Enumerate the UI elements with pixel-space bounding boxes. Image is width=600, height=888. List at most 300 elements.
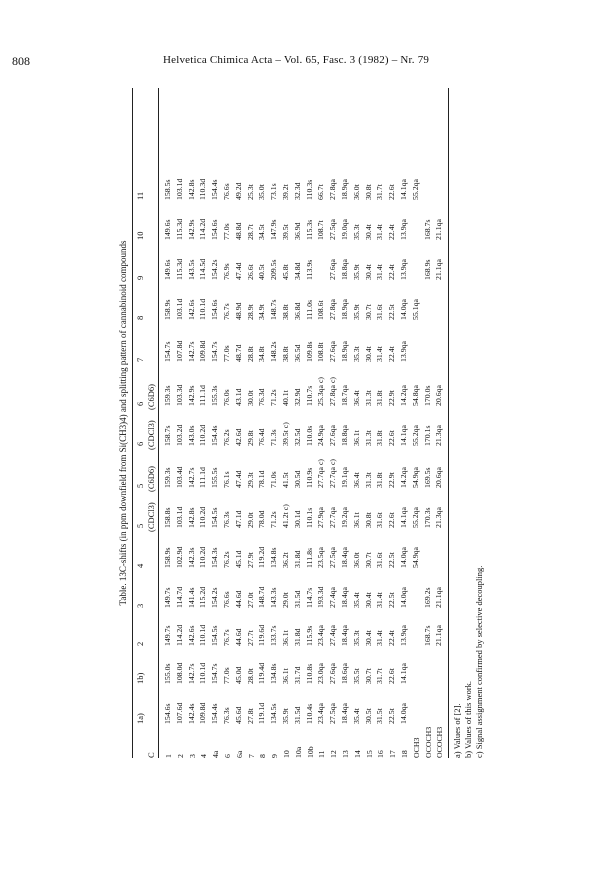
table-cell: 142.6s — [186, 299, 196, 320]
table-cell: 78.0d — [257, 510, 267, 528]
table-cell: 18.6qa — [340, 662, 349, 684]
table-cell: 18.9qa — [340, 298, 349, 320]
table-cell: 29.3t — [245, 472, 255, 488]
table-cell: 76.6s — [222, 591, 231, 608]
table-cell: 30.4t — [363, 264, 373, 280]
table-cell: 45.6d — [233, 706, 243, 724]
row-label: 6a — [234, 750, 244, 758]
table-cell: 115.3d — [174, 218, 184, 240]
table-cell: 41.5t — [281, 472, 290, 488]
row-label: 9 — [270, 754, 280, 758]
table-cell: 13.9qa — [399, 624, 408, 646]
table-cell: 14.0qa — [399, 546, 408, 568]
table-cell: 28.8t — [245, 346, 255, 362]
table-cell: 35.4t — [351, 708, 361, 724]
table-cell: 18.9qa — [340, 340, 349, 362]
table-cell: 103.1d — [174, 506, 184, 528]
table-cell: 31.8t — [375, 430, 385, 446]
column-header: 5 — [135, 483, 145, 488]
table-cell: 154.5s — [210, 507, 220, 528]
table-cell: 38.8t — [281, 304, 290, 320]
table-cell: 149.7s — [163, 625, 172, 646]
table-cell: 25.3qa c) — [316, 376, 326, 406]
row-label: 15 — [364, 750, 374, 758]
table-cell: 134.8s — [269, 547, 279, 568]
table-cell: 76.2s — [222, 551, 231, 568]
column-solvent: (C6D6) — [146, 466, 156, 492]
table-cell: 76.9s — [222, 263, 231, 280]
table-cell: 22.6t — [387, 184, 397, 200]
table-cell: 142.7s — [186, 467, 196, 488]
table-cell: 108.0d — [174, 662, 184, 684]
row-label: OCOCH3 — [423, 726, 433, 758]
table-cell: 110.4s — [304, 703, 314, 724]
table-cell: 35.3t — [351, 346, 361, 362]
table-cell: 108.6t — [316, 300, 326, 320]
table-cell: 49.2d — [233, 182, 243, 200]
table-cell: 110.2d — [198, 546, 208, 568]
table-cell: 47.4d — [233, 262, 243, 280]
table-cell: 73.1s — [269, 183, 279, 200]
table-cell: 158.8s — [163, 507, 172, 528]
table-cell: 36.8d — [292, 302, 302, 320]
column-header: 4 — [135, 563, 145, 568]
table-cell: 23.5qa — [316, 546, 326, 568]
table-cell: 28.9t — [245, 304, 255, 320]
table-cell: 22.5t — [387, 552, 397, 568]
table-cell: 14.2qa — [399, 384, 408, 406]
table-top-rule — [132, 88, 133, 758]
table-cell: 110.3s — [304, 179, 314, 200]
table-cell: 27.0t — [245, 592, 255, 608]
row-label: 2 — [175, 754, 185, 758]
table-cell: 142.8s — [186, 179, 196, 200]
table-cell: 36.4t — [351, 390, 361, 406]
table-cell: 170.0s — [422, 385, 432, 406]
table-cell: 44.6d — [233, 590, 243, 608]
table-cell: 133.7s — [269, 625, 279, 646]
table-cell: 14.0qa — [399, 586, 408, 608]
row-label: 14 — [352, 750, 362, 758]
row-label: 10 — [282, 750, 291, 758]
table-cell: 27.7qa c) — [328, 458, 338, 488]
table-cell: 22.6t — [387, 668, 397, 684]
table-cell: 113.9s — [304, 259, 314, 280]
row-label: 10b — [305, 746, 315, 758]
table-cell: 25.3t — [245, 184, 255, 200]
table-cell: 103.3d — [174, 384, 184, 406]
table-cell: 29.8t — [245, 430, 255, 446]
table-cell: 154.6s — [163, 703, 172, 724]
table-cell: 22.9t — [387, 472, 397, 488]
column-header: 8 — [135, 315, 145, 320]
table-cell: 143.0s — [186, 425, 196, 446]
column-header: 3 — [135, 603, 145, 608]
table-cell: 107.6d — [174, 702, 184, 724]
table-cell: 114.7d — [174, 586, 184, 608]
table-cell: 20.6qa — [434, 466, 444, 488]
column-header: 6 — [135, 401, 145, 406]
table-cell: 36.4t — [351, 472, 361, 488]
table-cell: 114.5d — [198, 258, 208, 280]
table-cell: 30.8t — [363, 184, 373, 200]
table-cell: 31.8d — [292, 628, 302, 646]
table-cell: 45.8t — [281, 264, 290, 280]
table-cell: 22.4t — [387, 224, 397, 240]
table-cell: 154.7s — [210, 341, 220, 362]
table-cell: 143.5s — [186, 259, 196, 280]
table-cell: 141.4s — [186, 587, 196, 608]
table-cell: 142.7s — [186, 341, 196, 362]
table-cell: 111.1d — [198, 385, 208, 406]
column-header: 11 — [135, 191, 145, 200]
table-cell: 142.4s — [186, 703, 196, 724]
table-cell: 13.9qa — [399, 218, 408, 240]
table-cell: 40.1t — [281, 390, 290, 406]
table-cell: 27.6qa — [328, 662, 338, 684]
table-cell: 30.4t — [363, 224, 373, 240]
table-cell: 36.1t — [281, 668, 290, 684]
table-cell: 158.9s — [163, 299, 172, 320]
table-cell: 36.1t — [281, 630, 290, 646]
table-cell: 76.7s — [222, 303, 231, 320]
table-cell: 142.6s — [186, 625, 196, 646]
table-cell: 39.2t — [281, 184, 290, 200]
table-cell: 34.9t — [257, 304, 267, 320]
table-cell: 47.1d — [233, 510, 243, 528]
table-cell: 32.5d — [292, 428, 302, 446]
row-label: 7 — [246, 754, 256, 758]
table-cell: 35.9t — [351, 304, 361, 320]
table-cell: 154.6s — [210, 219, 220, 240]
table-cell: 169.2s — [422, 587, 432, 608]
table-cell: 76.7s — [222, 629, 231, 646]
table-cell: 142.3s — [186, 547, 196, 568]
table-cell: 154.3s — [210, 547, 220, 568]
table-cell: 27.7qa c) — [316, 458, 326, 488]
table-cell: 45.0d — [233, 666, 243, 684]
table-cell: 148.7d — [257, 586, 267, 608]
table-cell: 110.8s — [304, 663, 314, 684]
table-cell: 39.5t c) — [281, 422, 290, 446]
table-cell: 71.2s — [269, 389, 279, 406]
table-cell: 27.4qa — [328, 624, 338, 646]
table-cell: 18.7qa — [340, 384, 349, 406]
table-cell: 22.5t — [387, 592, 397, 608]
table-cell: 22.4t — [387, 630, 397, 646]
footnote: a) Values of [2]. — [452, 703, 462, 758]
table-cell: 19.1qa — [340, 466, 349, 488]
page-number: 808 — [12, 54, 30, 68]
table-cell: 193.3d — [316, 586, 326, 608]
table-cell: 110.1d — [198, 298, 208, 320]
table-cell: 31.5d — [292, 706, 302, 724]
table-cell: 76.3s — [222, 707, 231, 724]
table-cell: 154.5s — [210, 625, 220, 646]
table-cell: 168.7s — [422, 625, 432, 646]
table-cell: 155.0s — [163, 663, 172, 684]
table-cell: 149.6s — [163, 219, 172, 240]
row-label: 12 — [329, 750, 339, 758]
table-cell: 154.7s — [163, 341, 172, 362]
table-cell: 14.0qa — [399, 702, 408, 724]
table-cell: 149.7s — [163, 587, 172, 608]
table-cell: 147.9s — [269, 219, 279, 240]
table-cell: 27.9t — [245, 552, 255, 568]
table-cell: 30.4t — [363, 346, 373, 362]
table-cell: 27.6qa — [328, 340, 338, 362]
table-cell: 158.5s — [163, 179, 172, 200]
table-cell: 78.1d — [257, 470, 267, 488]
table-cell: 31.6t — [375, 304, 385, 320]
row-label: 4a — [211, 750, 221, 758]
table-cell: 76.1s — [222, 471, 231, 488]
table-cell: 21.1qa — [434, 218, 444, 240]
table-cell: 30.5t — [363, 708, 373, 724]
table-cell: 77.0s — [222, 667, 231, 684]
table-cell: 55.1qa — [410, 298, 420, 320]
table-cell: 36.2t — [281, 552, 290, 568]
table-cell: 110.1s — [304, 507, 314, 528]
table-cell: 27.8qa — [328, 298, 338, 320]
table-cell: 107.8d — [174, 340, 184, 362]
table-cell: 29.0t — [281, 592, 290, 608]
table-cell: 23.4qa — [316, 702, 326, 724]
column-solvent: (CDCl3) — [146, 502, 156, 532]
table-cell: 103.1d — [174, 298, 184, 320]
table-cell: 27.6qa — [328, 424, 338, 446]
table-cell: 111.0s — [304, 300, 314, 320]
table-cell: 76.3d — [257, 388, 267, 406]
table-cell: 31.8d — [292, 550, 302, 568]
table-cell: 45.1d — [233, 550, 243, 568]
table-cell: 19.2qa — [340, 506, 349, 528]
table-cell: 14.1qa — [399, 424, 408, 446]
row-label: OCOCH3 — [435, 726, 445, 758]
table-cell: 114.7s — [304, 587, 314, 608]
column-header: C — [146, 752, 156, 758]
column-solvent: (CDCl3) — [146, 420, 156, 450]
table-cell: 119.4d — [257, 662, 267, 684]
table-cell: 148.2s — [269, 341, 279, 362]
table-cell: 19.0qa — [340, 218, 349, 240]
table-cell: 14.1qa — [399, 506, 408, 528]
column-header: 5 — [135, 523, 145, 528]
table-cell: 142.9s — [186, 385, 196, 406]
table-cell: 76.3s — [222, 511, 231, 528]
table-cell: 22.4t — [387, 264, 397, 280]
table-cell: 31.4t — [375, 224, 385, 240]
table-cell: 142.7s — [186, 663, 196, 684]
column-header: 1b) — [135, 672, 145, 684]
table-cell: 30.8t — [363, 512, 373, 528]
table-cell: 76.4d — [257, 428, 267, 446]
table-cell: 76.6s — [222, 183, 231, 200]
table-cell: 27.8qa — [328, 178, 338, 200]
table-cell: 36.0t — [351, 184, 361, 200]
table-cell: 34.8t — [257, 346, 267, 362]
table-cell: 27.8qa c) — [328, 376, 338, 406]
table-cell: 30.4t — [363, 592, 373, 608]
column-header: 7 — [135, 357, 145, 362]
table-cell: 31.8t — [375, 390, 385, 406]
table-cell: 21.3qa — [434, 506, 444, 528]
table-cell: 22.4t — [387, 346, 397, 362]
table-cell: 110.2d — [198, 424, 208, 446]
table-cell: 155.3s — [210, 385, 220, 406]
table-cell: 41.2t c) — [281, 504, 290, 528]
table-cell: 35.9t — [351, 264, 361, 280]
table-cell: 119.1d — [257, 702, 267, 724]
table-cell: 134.5s — [269, 703, 279, 724]
table-cell: 109.8s — [304, 341, 314, 362]
table-cell: 18.8qa — [340, 424, 349, 446]
row-label: 16 — [376, 750, 386, 758]
table-cell: 32.3d — [292, 182, 302, 200]
row-label: OCH3 — [411, 737, 421, 758]
table-cell: 159.3s — [163, 385, 172, 406]
table-cell: 148.7s — [269, 299, 279, 320]
table-cell: 21.1qa — [434, 586, 444, 608]
table-cell: 20.6qa — [434, 384, 444, 406]
row-label: 8 — [258, 754, 268, 758]
table-cell: 154.2s — [210, 259, 220, 280]
table-cell: 30.7t — [363, 552, 373, 568]
row-label: 18 — [400, 750, 409, 758]
table-cell: 71.0s — [269, 471, 279, 488]
column-header: 2 — [135, 641, 145, 646]
table-cell: 21.1qa — [434, 258, 444, 280]
table-cell: 31.5d — [292, 590, 302, 608]
table-cell: 111.1d — [198, 467, 208, 488]
table-cell: 27.5qa — [328, 218, 338, 240]
table-cell: 31.4t — [375, 630, 385, 646]
table-cell: 31.7d — [292, 666, 302, 684]
table-cell: 29.0t — [245, 512, 255, 528]
table-cell: 76.2s — [222, 429, 231, 446]
table-cell: 14.1qa — [399, 178, 408, 200]
row-label: 1 — [164, 754, 173, 758]
table-cell: 31.5t — [375, 708, 385, 724]
table-cell: 23.0qa — [316, 662, 326, 684]
table-cell: 13.9qa — [399, 340, 408, 362]
table-cell: 76.0s — [222, 389, 231, 406]
table-cell: 27.6qa — [328, 258, 338, 280]
table-cell: 22.6t — [387, 430, 397, 446]
table-cell: 22.5t — [387, 708, 397, 724]
table-cell: 35.3t — [351, 224, 361, 240]
table-cell: 109.8d — [198, 702, 208, 724]
table-cell: 54.9qa — [410, 466, 420, 488]
table-cell: 102.9d — [174, 546, 184, 568]
table-cell: 142.9s — [186, 219, 196, 240]
table-cell: 27.7t — [245, 630, 255, 646]
table-cell: 31.7t — [375, 184, 385, 200]
table-cell: 18.4qa — [340, 624, 349, 646]
table-cell: 115.2d — [198, 586, 208, 608]
row-label: 11 — [317, 750, 327, 758]
column-header: 1a) — [135, 713, 145, 724]
footnote: b) Values of this work. — [463, 680, 473, 758]
table-cell: 134.8s — [269, 663, 279, 684]
table-cell: 39.5t — [281, 224, 290, 240]
table-cell: 71.2s — [269, 511, 279, 528]
table-cell: 21.3qa — [434, 424, 444, 446]
table-cell: 158.7s — [163, 425, 172, 446]
table-cell: 36.1t — [351, 512, 361, 528]
table-cell: 103.2d — [174, 424, 184, 446]
column-header: 6 — [135, 441, 145, 446]
table-cell: 35.0t — [257, 184, 267, 200]
table-cell: 169.5s — [422, 467, 432, 488]
table-cell: 48.9d — [233, 302, 243, 320]
table-cell: 30.7t — [363, 668, 373, 684]
row-label: 13 — [341, 750, 350, 758]
column-header: 10 — [135, 231, 145, 240]
table-cell: 108.7t — [316, 220, 326, 240]
table-cell: 77.0s — [222, 345, 231, 362]
table-cell: 31.6t — [375, 512, 385, 528]
table-caption: Table. 13C-shifts (in ppm downfield from Si(CH3)4) and splitting pattern of cannabinoid compounds — [118, 240, 128, 606]
table-cell: 103.1d — [174, 178, 184, 200]
table-cell: 18.4qa — [340, 546, 349, 568]
table-cell: 170.3s — [422, 507, 432, 528]
table-cell: 42.6d — [233, 428, 243, 446]
table-cell: 14.0qa — [399, 298, 408, 320]
row-label: 17 — [388, 750, 398, 758]
table-cell: 119.2d — [257, 546, 267, 568]
table-cell: 31.4t — [375, 592, 385, 608]
table-cell: 115.3s — [304, 219, 314, 240]
table-cell: 110.1d — [198, 624, 208, 646]
table-cell: 170.1s — [422, 425, 432, 446]
table-cell: 26.6t — [245, 264, 255, 280]
table-cell: 55.2qa — [410, 178, 420, 200]
table-cell: 40.5t — [257, 264, 267, 280]
table-cell: 30.0t — [245, 390, 255, 406]
table-cell: 34.8d — [292, 262, 302, 280]
running-header: Helvetica Chimica Acta – Vol. 65, Fasc. 3 (1982) – Nr. 79 — [163, 54, 430, 66]
table-cell: 36.0t — [351, 552, 361, 568]
table-cell: 34.5t — [257, 224, 267, 240]
table-cell: 110.7s — [304, 385, 314, 406]
table-cell: 154.4s — [210, 179, 220, 200]
table-cell: 154.6s — [210, 299, 220, 320]
table-cell: 66.7t — [316, 184, 326, 200]
table-cell: 111.8s — [304, 548, 314, 568]
table-cell: 35.5t — [351, 668, 361, 684]
column-header: 9 — [135, 275, 145, 280]
table-cell: 154.4s — [210, 703, 220, 724]
table-cell: 31.3t — [363, 472, 373, 488]
table-cell: 36.5d — [292, 344, 302, 362]
table-cell: 13.9qa — [399, 258, 408, 280]
table-cell: 31.4t — [375, 264, 385, 280]
table-cell: 115.9s — [304, 625, 314, 646]
table-cell: 31.8t — [375, 472, 385, 488]
table-cell: 27.9qa — [316, 506, 326, 528]
row-label: 3 — [187, 754, 197, 758]
table-cell: 28.7t — [245, 224, 255, 240]
table-cell: 43.1d — [233, 388, 243, 406]
table-cell: 209.5s — [269, 259, 279, 280]
row-label: 6 — [223, 754, 232, 758]
table-cell: 149.6s — [163, 259, 172, 280]
table-cell: 114.2d — [174, 624, 184, 646]
table-cell: 32.9d — [292, 388, 302, 406]
table-cell: 18.8qa — [340, 258, 349, 280]
table-cell: 71.3s — [269, 429, 279, 446]
